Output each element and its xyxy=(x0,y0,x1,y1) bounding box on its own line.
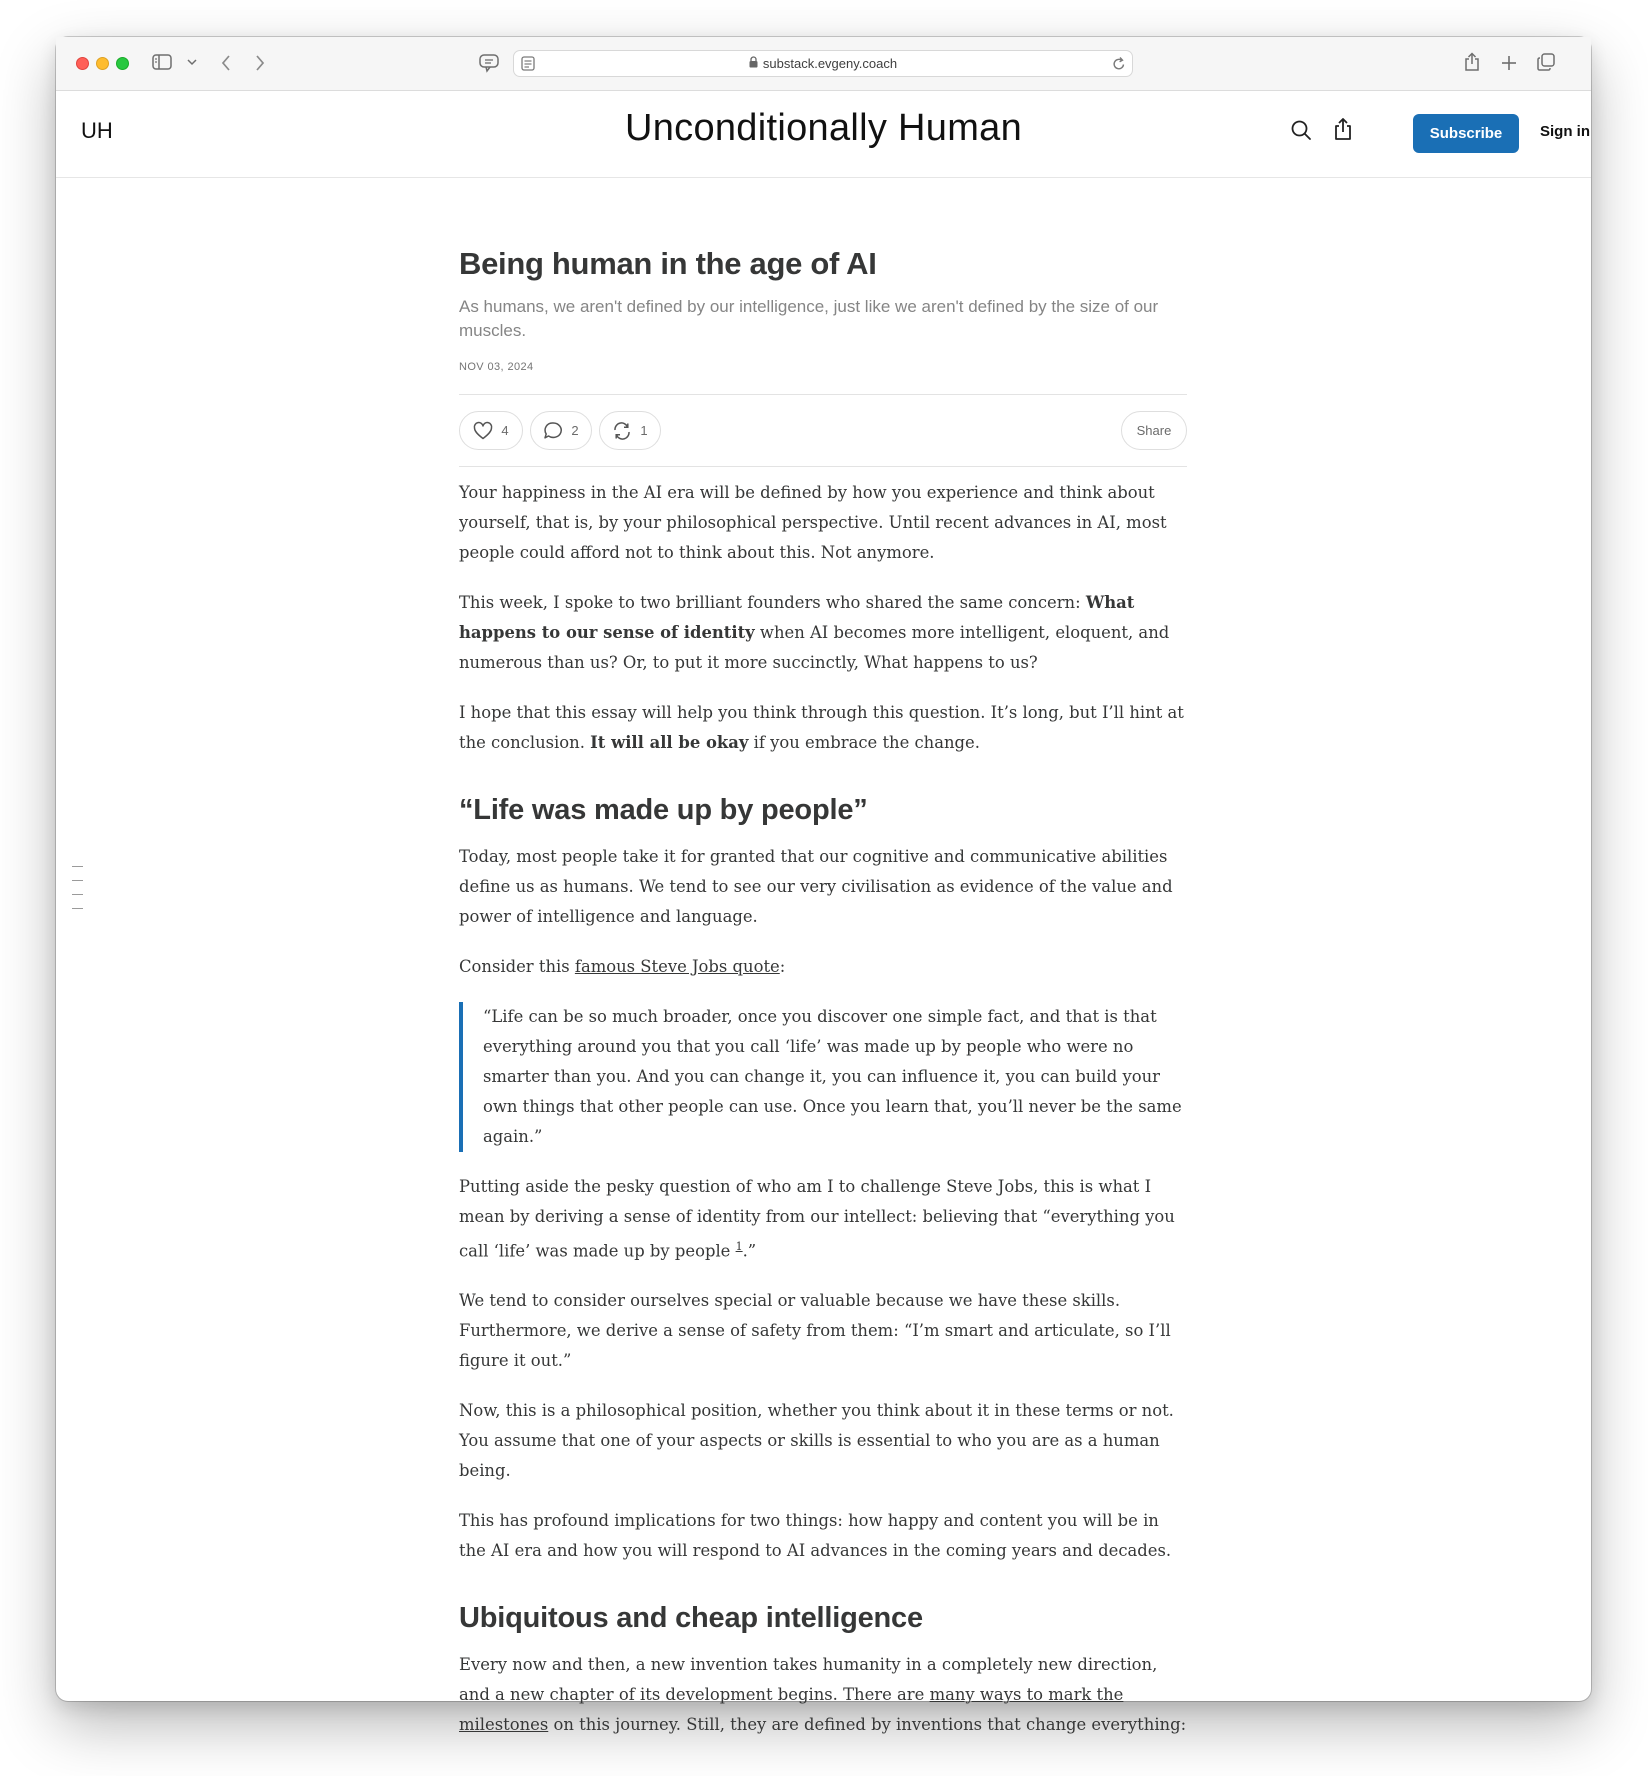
section-heading: Ubiquitous and cheap intelligence xyxy=(459,1602,923,1635)
heart-icon xyxy=(473,422,493,440)
browser-window xyxy=(56,37,1591,1735)
forward-icon[interactable] xyxy=(255,54,265,72)
post-date: NOV 03, 2024 xyxy=(459,361,534,373)
publication-logo[interactable]: UH xyxy=(81,118,113,143)
new-tab-icon[interactable] xyxy=(1501,55,1517,71)
post-body xyxy=(459,478,1187,1760)
share-button[interactable] xyxy=(1121,411,1187,450)
restack-count: 1 xyxy=(640,423,648,438)
share-label: Share xyxy=(1136,423,1172,438)
divider xyxy=(459,394,1187,395)
table-of-contents[interactable] xyxy=(72,866,83,922)
url-text: substack.evgeny.coach xyxy=(762,56,898,71)
steve-jobs-quote-link[interactable]: famous Steve Jobs quote xyxy=(574,957,780,976)
share-icon[interactable] xyxy=(1464,52,1480,72)
lock-icon xyxy=(749,56,758,71)
comments-button[interactable] xyxy=(530,411,592,450)
bold-text: It will all be okay xyxy=(590,733,749,752)
publication-title[interactable]: Unconditionally Human xyxy=(624,107,1023,149)
section-heading: “Life was made up by people” xyxy=(459,794,868,826)
toc-marker[interactable] xyxy=(72,894,83,895)
sidebar-icon[interactable] xyxy=(152,54,172,70)
blockquote: “Life can be so much broader, once you discover one simple fact, and that is that everything around you that you call ‘life’ was made up by people who were no smarter than you. And you can change it, you can influence it, you can build your own things that other people can use. Once you learn that, you’ll never be the same again.” xyxy=(459,1002,1187,1152)
sign-in-link[interactable]: Sign in xyxy=(1540,123,1590,140)
post-subtitle: As humans, we aren't defined by our intelligence, just like we aren't defined by the size of our muscles. xyxy=(459,297,1159,340)
footnote-link[interactable]: 1 xyxy=(735,1240,743,1253)
paragraph: Consider this famous Steve Jobs quote: xyxy=(459,957,786,976)
toc-marker[interactable] xyxy=(72,880,83,881)
paragraph: This week, I spoke to two brilliant founders who shared the same concern: What happens to our sense of identity when AI becomes more intelligent, eloquent, and numerous than us? Or, to put it more succinctly, What happens to us? xyxy=(459,593,1170,672)
bold-text: What happens to our sense of identity xyxy=(459,593,1135,642)
reload-icon[interactable] xyxy=(1112,56,1126,76)
site-header xyxy=(56,91,1591,178)
restack-icon xyxy=(612,422,632,440)
paragraph: I hope that this essay will help you think through this question. It’s long, but I’ll hint at the conclusion. It will all be okay if you embrace the change. xyxy=(459,703,1184,752)
toc-marker[interactable] xyxy=(72,866,83,867)
address-bar[interactable] xyxy=(513,50,1133,77)
paragraph: Today, most people take it for granted that our cognitive and communicative abilities define us as humans. We tend to see our very civilisation as evidence of the value and power of intelligence and language. xyxy=(459,847,1173,926)
back-icon[interactable] xyxy=(221,54,231,72)
paragraph: Now, this is a philosophical position, whether you think about it in these terms or not. You assume that one of your aspects or skills is essential to who you are as a human being. xyxy=(459,1401,1174,1481)
translate-icon[interactable] xyxy=(479,54,499,72)
zoom-window-button[interactable] xyxy=(116,57,129,70)
paragraph: Your happiness in the AI era will be defined by how you experience and think about yourself, that is, by your philosophical perspective. Until recent advances in AI, most people could afford not to think about this. Not anymore. xyxy=(459,483,1167,562)
share-icon[interactable] xyxy=(1333,117,1353,146)
like-button[interactable] xyxy=(459,411,523,450)
comment-icon xyxy=(543,421,563,440)
paragraph: Every now and then, a new invention takes humanity in a completely new direction, and a new chapter of its development begins. There are many ways to mark the milestones on this journey. Still, they are defined by inventions that change everything: xyxy=(459,1655,1187,1735)
paragraph: This has profound implications for two things: how happy and content you will be in the AI era and how you will respond to AI advances in the coming years and decades. xyxy=(459,1511,1172,1561)
paragraph: Putting aside the pesky question of who am I to challenge Steve Jobs, this is what I mean by deriving a sense of identity from our intellect: believing that “everything you call ‘life’ was made up by people $^1$.” xyxy=(459,1177,1175,1261)
post-title: Being human in the age of AI xyxy=(459,246,877,281)
chevron-down-icon[interactable] xyxy=(187,59,197,66)
close-window-button[interactable] xyxy=(76,57,89,70)
browser-toolbar xyxy=(56,37,1591,91)
like-count: 4 xyxy=(501,423,509,438)
minimize-window-button[interactable] xyxy=(96,57,109,70)
toc-marker[interactable] xyxy=(72,908,83,909)
subscribe-button[interactable]: Subscribe xyxy=(1413,114,1519,153)
comment-count: 2 xyxy=(571,423,579,438)
tab-overview-icon[interactable] xyxy=(1537,53,1555,71)
divider xyxy=(459,466,1187,467)
paragraph: We tend to consider ourselves special or valuable because we have these skills. Furthermore, we derive a sense of safety from them: “I’m smart and articulate, so I’ll figure it out.” xyxy=(459,1291,1171,1371)
restack-button[interactable] xyxy=(599,411,661,450)
search-icon[interactable] xyxy=(1290,119,1312,146)
milestones-link[interactable]: many ways to mark the milestones xyxy=(459,1685,1124,1735)
